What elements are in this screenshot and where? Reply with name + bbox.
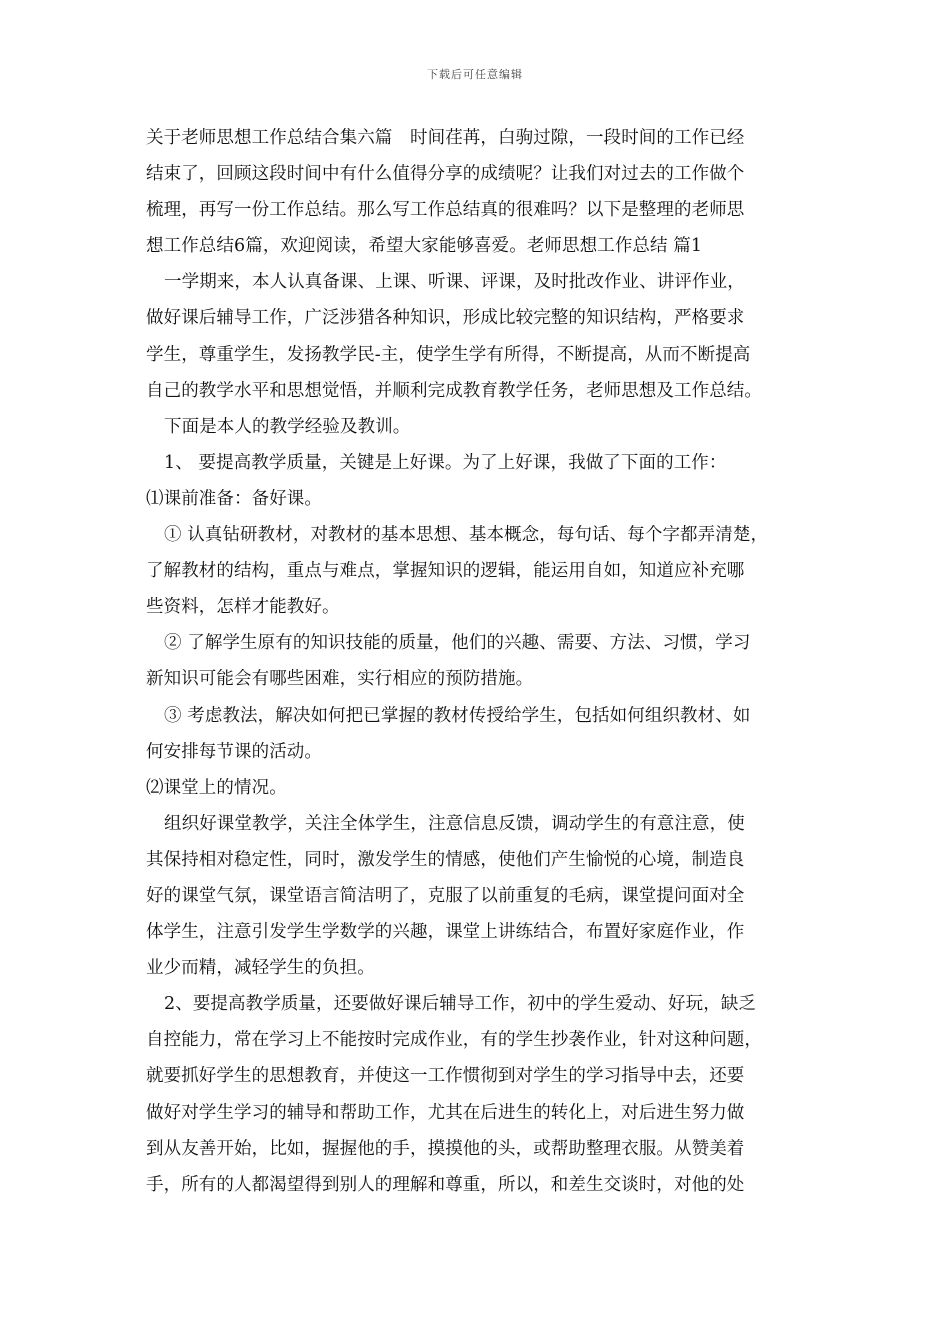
text-line: 做好对学生学习的辅导和帮助工作，尤其在后进生的转化上，对后进生努力做 (146, 1102, 745, 1123)
text-line: 其保持相对稳定性，同时，激发学生的情感，使他们产生愉悦的心境，制造良 (146, 849, 745, 870)
text-line: 想工作总结6篇，欢迎阅读，希望大家能够喜爱。老师思想工作总结 篇1 (146, 236, 703, 257)
text-line: 梳理，再写一份工作总结。那么写工作总结真的很难吗？以下是整理的老师思 (146, 200, 745, 221)
text-line: ⑵课堂上的情况。 (146, 777, 287, 798)
text-line: 业少而精，减轻学生的负担。 (146, 958, 375, 979)
text-line: ① 认真钻研教材，对教材的基本思想、基本概念，每句话、每个字都弄清楚， (164, 525, 769, 546)
text-line: ③ 考虑教法，解决如何把已掌握的教材传授给学生，包括如何组织教材、如 (164, 705, 751, 726)
text-line: 好的课堂气氛，课堂语言简洁明了，克服了以前重复的毛病，课堂提问面对全 (146, 885, 745, 906)
page-header: 下载后可任意编辑 (427, 68, 523, 81)
text-line: 何安排每节课的活动。 (146, 741, 322, 762)
text-line: 关于老师思想工作总结合集六篇 时间荏苒，白驹过隙，一段时间的工作已经 (146, 128, 745, 148)
text-line: 了解教材的结构，重点与难点，掌握知识的逻辑，能运用自如，知道应补充哪 (146, 561, 745, 582)
text-line: 到从友善开始，比如，握握他的手，摸摸他的头，或帮助整理衣服。从赞美着 (146, 1138, 745, 1159)
text-line: 组织好课堂教学，关注全体学生，注意信息反馈，调动学生的有意注意，使 (164, 813, 745, 834)
text-line: 手，所有的人都渴望得到别人的理解和尊重，所以，和差生交谈时，对他的处 (146, 1174, 745, 1195)
text-line: 2、要提高教学质量，还要做好课后辅导工作，初中的学生爱动、好玩，缺乏 (164, 994, 757, 1015)
text-line: ② 了解学生原有的知识技能的质量，他们的兴趣、需要、方法、习惯，学习 (164, 633, 751, 654)
document-body (146, 120, 826, 1203)
text-line: 自己的教学水平和思想觉悟，并顺利完成教育教学任务，老师思想及工作总结。 (146, 380, 762, 401)
text-line: 结束了，回顾这段时间中有什么值得分享的成绩呢？让我们对过去的工作做个 (146, 164, 745, 185)
text-line: 下面是本人的教学经验及教训。 (164, 416, 411, 437)
text-line: ⑴课前准备：备好课。 (146, 488, 322, 509)
text-line: 些资料，怎样才能教好。 (146, 597, 340, 618)
text-line: 自控能力，常在学习上不能按时完成作业，有的学生抄袭作业，针对这种问题， (146, 1030, 762, 1051)
text-line: 新知识可能会有哪些困难，实行相应的预防措施。 (146, 669, 534, 690)
text-line: 一学期来，本人认真备课、上课、听课、评课，及时批改作业、讲评作业， (164, 272, 745, 293)
text-line: 学生，尊重学生，发扬教学民-主，使学生学有所得，不断提高，从而不断提高 (146, 344, 751, 365)
text-line: 体学生，注意引发学生学数学的兴趣，课堂上讲练结合，布置好家庭作业，作 (146, 922, 745, 943)
text-line: 1、 要提高教学质量，关键是上好课。为了上好课，我做了下面的工作： (164, 452, 727, 473)
text-line: 就要抓好学生的思想教育，并使这一工作惯彻到对学生的学习指导中去，还要 (146, 1066, 745, 1087)
text-line: 做好课后辅导工作，广泛涉猎各种知识，形成比较完整的知识结构，严格要求 (146, 308, 745, 329)
